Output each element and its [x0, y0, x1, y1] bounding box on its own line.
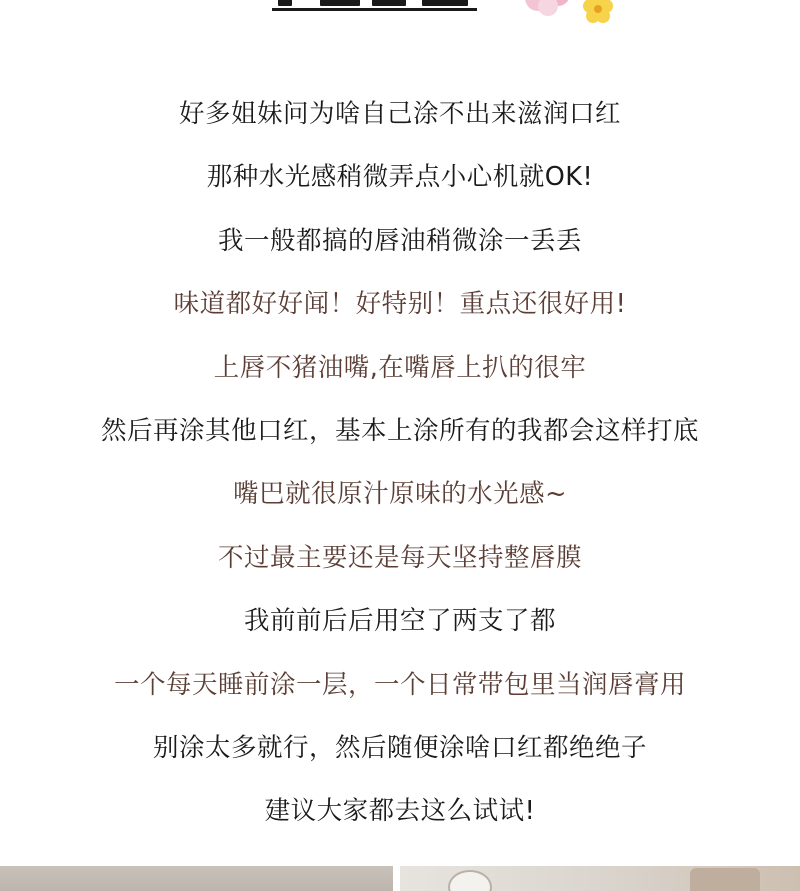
text-line: 上唇不猪油嘴,在嘴唇上扒的很牢	[213, 352, 587, 383]
title-fragment	[272, 0, 477, 11]
text-line: 那种水光感稍微弄点小心机就OK!	[206, 162, 594, 193]
text-line: 嘴巴就很原汁原味的水光感~	[233, 479, 567, 510]
text-line: 我一般都搞的唇油稍微涂一丢丢	[217, 225, 582, 256]
text-line: 不过最主要还是每天坚持整唇膜	[217, 542, 582, 573]
photo-strip	[0, 866, 800, 891]
text-line: 好多姐妹问为啥自己涂不出来滋润口红	[178, 99, 621, 129]
text-line: 别涂太多就行，然后随便涂啥口红都绝绝子	[152, 732, 647, 763]
photo-left	[0, 866, 393, 891]
text-line: 味道都好好闻！好特别！重点还很好用!	[173, 289, 627, 320]
text-line: 建议大家都去这么试试!	[264, 796, 536, 827]
text-line: 我前前后后用空了两支了都	[243, 606, 556, 637]
text-line: 一个每天睡前涂一层，一个日常带包里当润唇膏用	[113, 669, 686, 700]
flower-cluster-icon	[520, 0, 630, 38]
photo-right	[400, 866, 800, 891]
header-decoration	[0, 0, 800, 30]
article-body	[0, 83, 800, 844]
text-line: 然后再涂其他口红，基本上涂所有的我都会这样打底	[100, 415, 699, 446]
